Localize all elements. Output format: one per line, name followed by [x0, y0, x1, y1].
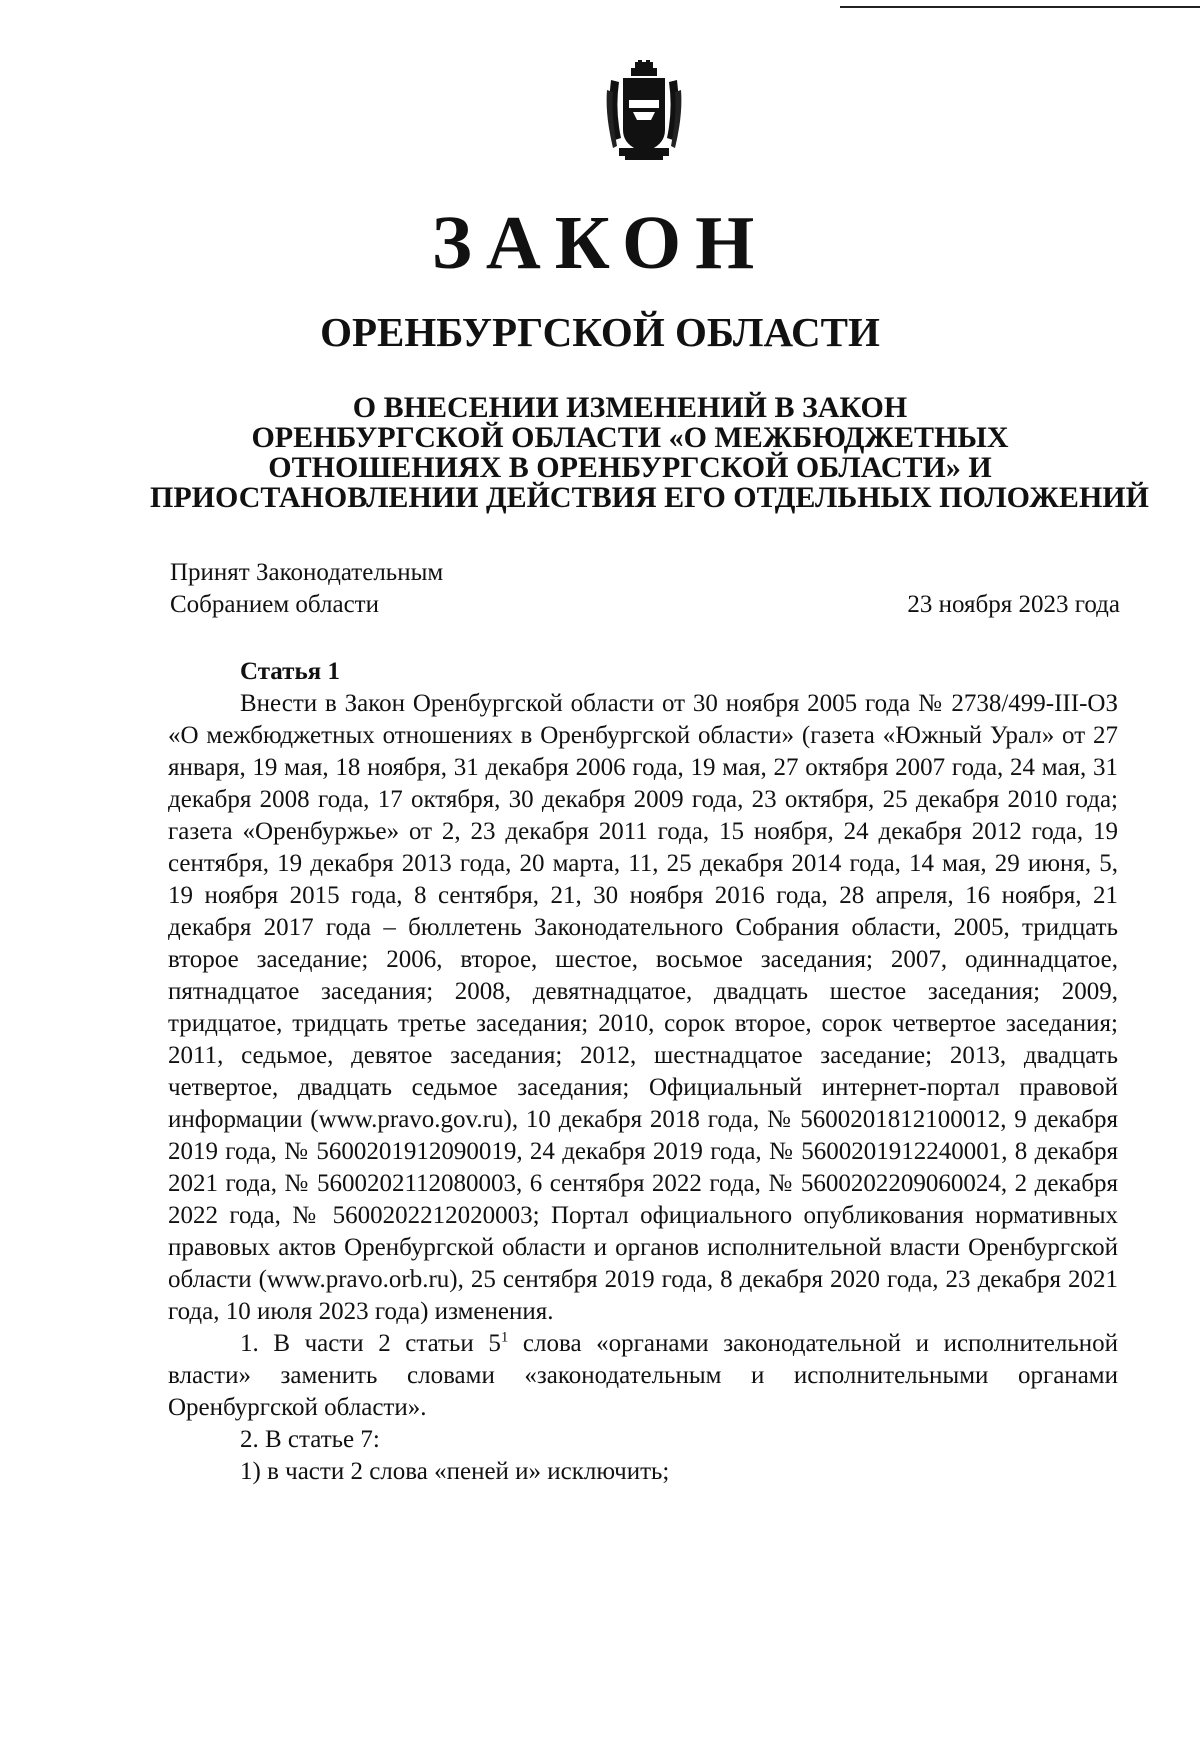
- law-subject: [150, 391, 1149, 514]
- coat-of-arms-emblem: [605, 60, 683, 160]
- adopted-by-line2: Собранием области: [170, 591, 379, 618]
- subject-line: ОТНОШЕНИЯХ В ОРЕНБУРГСКОЙ ОБЛАСТИ» И: [268, 451, 992, 484]
- item-1-text-b: слова «органами законодательной и исполнительной власти» заменить словами «законодательным и исполнительными органами Оренбургской области».: [168, 1330, 1118, 1421]
- intro-paragraph: Внести в Закон Оренбургской области от 30 ноября 2005 года № 2738/499-III-ОЗ «О межбюджетных отношениях в Оренбургской области» (газета «Южный Урал» от 27 января, 19 мая, 18 ноября, 31 декабря 2006 года, 19 мая, 27 октября 2007 года, 24 мая, 31 декабря 2008 года, 17 октября, 30 декабря 2009 года, 23 октября, 25 декабря 2010 года; газета «Оренбуржье» от 2, 23 декабря 2011 года, 15 ноября, 24 декабря 2012 года, 19 сентября, 19 декабря 2013 года, 20 марта, 11, 25 декабря 2014 года, 14 мая, 29 июня, 5, 19 ноября 2015 года, 8 сентября, 21, 30 ноября 2016 года, 28 апреля, 16 ноября, 21 декабря 2017 года – бюллетень Законодательного Собрания области, 2005, тридцать второе заседание; 2006, второе, шестое, восьмое заседания; 2007, одиннадцатое, пятнадцатое заседания; 2008, девятнадцатое, двадцать шестое заседания; 2009, тридцатое, тридцать третье заседания; 2010, сорок второе, сорок четвертое заседания; 2011, седьмое, девятое заседания; 2012, шестнадцатое заседание; 2013, двадцать четвертое, двадцать седьмое заседания; Официальный интернет-портал правовой информации (www.pravo.gov.ru), 10 декабря 2018 года, № 5600201812100012, 9 декабря 2019 года, № 5600201912090019, 24 декабря 2019 года, № 5600201912240001, 8 декабря 2021 года, № 5600202112080003, 6 сентября 2022 года, № 5600202209060024, 2 декабря 2022 года, № 5600202212020003; Портал официального опубликования нормативных правовых актов Оренбургской области и органов исполнительной власти Оренбургской области (www.pravo.orb.ru), 25 сентября 2019 года, 8 декабря 2020 года, 23 декабря 2021 года, 10 июля 2023 года) изменения.: [168, 690, 1118, 1325]
- subject-line: ОРЕНБУРГСКОЙ ОБЛАСТИ «О МЕЖБЮДЖЕТНЫХ: [251, 421, 1009, 454]
- subject-line: ПРИОСТАНОВЛЕНИИ ДЕЙСТВИЯ ЕГО ОТДЕЛЬНЫХ ПОЛОЖЕНИЙ: [150, 481, 1149, 514]
- item-2-subitem-1: 1) в части 2 слова «пеней и» исключить;: [240, 1458, 670, 1485]
- article-heading: Статья 1: [240, 658, 340, 685]
- item-1-superscript: 1: [500, 1329, 509, 1346]
- subject-line: О ВНЕСЕНИИ ИЗМЕНЕНИЙ В ЗАКОН: [352, 391, 908, 424]
- item-2-paragraph: 2. В статье 7:: [240, 1426, 380, 1453]
- law-title: ЗАКОН: [431, 201, 769, 285]
- adoption-date: 23 ноября 2023 года: [907, 591, 1120, 618]
- top-rule: [840, 6, 1200, 8]
- law-body: [168, 656, 1118, 1488]
- region-title: ОРЕНБУРГСКОЙ ОБЛАСТИ: [320, 309, 880, 355]
- adoption-block: [170, 557, 1120, 621]
- item-1-text-a: 1. В части 2 статьи 5: [240, 1330, 501, 1357]
- item-1-paragraph: [168, 1328, 1118, 1424]
- adopted-by-line1: Принят Законодательным: [170, 559, 444, 586]
